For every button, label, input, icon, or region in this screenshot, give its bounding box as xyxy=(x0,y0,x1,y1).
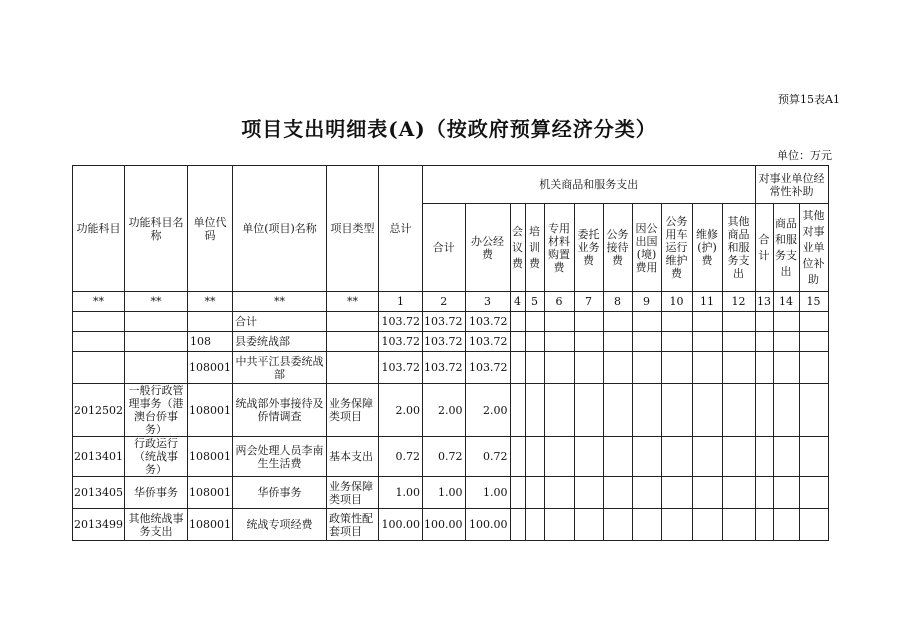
cell-g1-total: 2.00 xyxy=(423,384,466,437)
column-index: 3 xyxy=(465,292,510,312)
column-index: 10 xyxy=(661,292,692,312)
column-index: 15 xyxy=(799,292,828,312)
header-proj-type: 项目类型 xyxy=(327,166,379,292)
cell-empty xyxy=(603,332,632,352)
cell-empty xyxy=(692,437,722,477)
column-index: 5 xyxy=(525,292,544,312)
cell-empty xyxy=(510,384,525,437)
cell-empty xyxy=(661,509,692,541)
cell-empty xyxy=(722,352,755,384)
cell-proj-type: 业务保障类项目 xyxy=(327,477,379,509)
column-index: 8 xyxy=(603,292,632,312)
unit-label: 单位：万元 xyxy=(777,149,832,162)
cell-empty xyxy=(510,352,525,384)
cell-unit-code: 108001 xyxy=(188,352,233,384)
cell-office: 2.00 xyxy=(465,384,510,437)
cell-proj-type xyxy=(327,352,379,384)
column-index-row xyxy=(73,292,829,312)
column-index: 7 xyxy=(574,292,603,312)
cell-empty xyxy=(574,477,603,509)
header-g2-total: 合计 xyxy=(755,204,773,292)
cell-empty xyxy=(574,312,603,332)
cell-unit-code: 108001 xyxy=(188,509,233,541)
table-row xyxy=(73,352,829,384)
cell-unit-code: 108 xyxy=(188,332,233,352)
header-g2-other: 其他对事业单位补助 xyxy=(799,204,828,292)
column-index: ** xyxy=(125,292,188,312)
cell-empty xyxy=(773,332,799,352)
cell-g1-total: 103.72 xyxy=(423,332,466,352)
cell-func-code xyxy=(73,332,125,352)
cell-empty xyxy=(510,509,525,541)
cell-total: 0.72 xyxy=(379,437,423,477)
cell-empty xyxy=(544,437,574,477)
page-title: 项目支出明细表(A)（按政府预算经济分类） xyxy=(241,117,657,141)
cell-empty xyxy=(632,312,661,332)
cell-empty xyxy=(632,509,661,541)
cell-func-code: 2013405 xyxy=(73,477,125,509)
cell-func-name xyxy=(125,332,188,352)
cell-unit-name: 统战专项经费 xyxy=(233,509,327,541)
header-repair: 维修(护)费 xyxy=(692,204,722,292)
cell-empty xyxy=(692,312,722,332)
column-index: ** xyxy=(188,292,233,312)
cell-empty xyxy=(692,384,722,437)
cell-func-name xyxy=(125,312,188,332)
cell-empty xyxy=(661,384,692,437)
cell-empty xyxy=(773,477,799,509)
cell-empty xyxy=(722,312,755,332)
cell-office: 100.00 xyxy=(465,509,510,541)
table-row xyxy=(73,437,829,477)
cell-empty xyxy=(722,437,755,477)
cell-func-name: 行政运行（统战事务） xyxy=(125,437,188,477)
cell-func-code: 2012502 xyxy=(73,384,125,437)
cell-g1-total: 1.00 xyxy=(423,477,466,509)
cell-empty xyxy=(544,312,574,332)
header-func-code: 功能科目 xyxy=(73,166,125,292)
header-meeting: 会议费 xyxy=(510,204,525,292)
cell-empty xyxy=(510,312,525,332)
column-index: 4 xyxy=(510,292,525,312)
column-index: ** xyxy=(233,292,327,312)
cell-unit-code: 108001 xyxy=(188,477,233,509)
cell-empty xyxy=(525,332,544,352)
column-index: 12 xyxy=(722,292,755,312)
cell-empty xyxy=(661,332,692,352)
cell-proj-type xyxy=(327,312,379,332)
header-total: 总计 xyxy=(379,166,423,292)
header-subsidy: 对事业单位经常性补助 xyxy=(755,166,828,204)
cell-empty xyxy=(773,384,799,437)
cell-empty xyxy=(544,384,574,437)
cell-empty xyxy=(544,352,574,384)
cell-func-code: 2013401 xyxy=(73,437,125,477)
budget-table xyxy=(72,165,829,541)
cell-func-name: 其他统战事务支出 xyxy=(125,509,188,541)
cell-func-name: 华侨事务 xyxy=(125,477,188,509)
cell-empty xyxy=(799,312,828,332)
cell-empty xyxy=(603,437,632,477)
cell-empty xyxy=(632,352,661,384)
cell-func-name xyxy=(125,352,188,384)
cell-func-code xyxy=(73,352,125,384)
cell-unit-code: 108001 xyxy=(188,384,233,437)
header-overseas: 因公出国(境)费用 xyxy=(632,204,661,292)
cell-empty xyxy=(799,332,828,352)
cell-total: 103.72 xyxy=(379,312,423,332)
header-office: 办公经费 xyxy=(465,204,510,292)
column-index: 1 xyxy=(379,292,423,312)
cell-empty xyxy=(692,352,722,384)
cell-empty xyxy=(661,437,692,477)
cell-empty xyxy=(510,437,525,477)
table-row xyxy=(73,477,829,509)
cell-empty xyxy=(773,437,799,477)
header-training: 培训费 xyxy=(525,204,544,292)
cell-empty xyxy=(799,509,828,541)
cell-empty xyxy=(632,384,661,437)
cell-office: 0.72 xyxy=(465,437,510,477)
table-row xyxy=(73,312,829,332)
cell-empty xyxy=(525,477,544,509)
cell-unit-code xyxy=(188,312,233,332)
form-number: 预算15表A1 xyxy=(778,93,840,106)
cell-unit-name: 两会处理人员李南生生活费 xyxy=(233,437,327,477)
cell-empty xyxy=(755,437,773,477)
header-reception: 公务接待费 xyxy=(603,204,632,292)
cell-empty xyxy=(799,352,828,384)
cell-empty xyxy=(799,477,828,509)
cell-empty xyxy=(574,384,603,437)
cell-empty xyxy=(525,384,544,437)
cell-empty xyxy=(603,352,632,384)
cell-unit-name: 县委统战部 xyxy=(233,332,327,352)
cell-proj-type xyxy=(327,332,379,352)
cell-empty xyxy=(574,437,603,477)
table-row xyxy=(73,384,829,437)
cell-empty xyxy=(525,312,544,332)
cell-empty xyxy=(544,332,574,352)
cell-func-name: 一般行政管理事务（港澳台侨事务） xyxy=(125,384,188,437)
cell-empty xyxy=(603,509,632,541)
column-index: 14 xyxy=(773,292,799,312)
cell-empty xyxy=(773,509,799,541)
cell-office: 103.72 xyxy=(465,352,510,384)
cell-empty xyxy=(692,332,722,352)
cell-empty xyxy=(722,384,755,437)
cell-empty xyxy=(755,477,773,509)
cell-empty xyxy=(799,437,828,477)
header-g1-total: 合计 xyxy=(423,204,466,292)
cell-empty xyxy=(525,437,544,477)
column-index: ** xyxy=(73,292,125,312)
cell-g1-total: 103.72 xyxy=(423,352,466,384)
cell-empty xyxy=(544,509,574,541)
cell-empty xyxy=(603,312,632,332)
cell-empty xyxy=(510,332,525,352)
cell-empty xyxy=(632,477,661,509)
column-index: 2 xyxy=(423,292,466,312)
cell-total: 1.00 xyxy=(379,477,423,509)
header-materials: 专用材料购置费 xyxy=(544,204,574,292)
column-index: 9 xyxy=(632,292,661,312)
cell-empty xyxy=(544,477,574,509)
cell-empty xyxy=(799,384,828,437)
header-unit-name: 单位(项目)名称 xyxy=(233,166,327,292)
column-index: 13 xyxy=(755,292,773,312)
cell-unit-code: 108001 xyxy=(188,437,233,477)
column-index: 6 xyxy=(544,292,574,312)
cell-empty xyxy=(692,509,722,541)
cell-total: 2.00 xyxy=(379,384,423,437)
cell-empty xyxy=(574,352,603,384)
header-other-goods: 其他商品和服务支出 xyxy=(722,204,755,292)
cell-proj-type: 业务保障类项目 xyxy=(327,384,379,437)
cell-empty xyxy=(632,437,661,477)
cell-empty xyxy=(661,477,692,509)
cell-empty xyxy=(510,477,525,509)
cell-empty xyxy=(773,312,799,332)
header-g2-goods: 商品和服务支出 xyxy=(773,204,799,292)
cell-proj-type: 基本支出 xyxy=(327,437,379,477)
cell-empty xyxy=(661,352,692,384)
header-vehicle: 公务用车运行维护费 xyxy=(661,204,692,292)
cell-empty xyxy=(755,352,773,384)
cell-unit-name: 合计 xyxy=(233,312,327,332)
cell-empty xyxy=(603,477,632,509)
cell-office: 103.72 xyxy=(465,312,510,332)
table-row xyxy=(73,332,829,352)
cell-empty xyxy=(603,384,632,437)
cell-empty xyxy=(574,332,603,352)
cell-g1-total: 100.00 xyxy=(423,509,466,541)
cell-empty xyxy=(755,312,773,332)
cell-empty xyxy=(722,332,755,352)
cell-total: 103.72 xyxy=(379,352,423,384)
cell-unit-name: 华侨事务 xyxy=(233,477,327,509)
cell-unit-name: 中共平江县委统战部 xyxy=(233,352,327,384)
header-entrusted: 委托业务费 xyxy=(574,204,603,292)
cell-empty xyxy=(755,332,773,352)
header-unit-code: 单位代码 xyxy=(188,166,233,292)
cell-func-code xyxy=(73,312,125,332)
cell-empty xyxy=(755,384,773,437)
cell-office: 103.72 xyxy=(465,332,510,352)
cell-total: 100.00 xyxy=(379,509,423,541)
cell-empty xyxy=(574,509,603,541)
header-row-1 xyxy=(73,166,829,204)
cell-total: 103.72 xyxy=(379,332,423,352)
cell-empty xyxy=(525,509,544,541)
cell-g1-total: 103.72 xyxy=(423,312,466,332)
cell-empty xyxy=(722,509,755,541)
cell-empty xyxy=(525,352,544,384)
cell-empty xyxy=(661,312,692,332)
cell-empty xyxy=(722,477,755,509)
column-index: 11 xyxy=(692,292,722,312)
cell-g1-total: 0.72 xyxy=(423,437,466,477)
cell-func-code: 2013499 xyxy=(73,509,125,541)
cell-empty xyxy=(755,509,773,541)
cell-empty xyxy=(632,332,661,352)
table-row xyxy=(73,509,829,541)
header-func-name: 功能科目名称 xyxy=(125,166,188,292)
cell-unit-name: 统战部外事接待及侨情调查 xyxy=(233,384,327,437)
cell-empty xyxy=(692,477,722,509)
cell-empty xyxy=(773,352,799,384)
cell-proj-type: 政策性配套项目 xyxy=(327,509,379,541)
cell-office: 1.00 xyxy=(465,477,510,509)
column-index: ** xyxy=(327,292,379,312)
header-goods-services: 机关商品和服务支出 xyxy=(423,166,756,204)
